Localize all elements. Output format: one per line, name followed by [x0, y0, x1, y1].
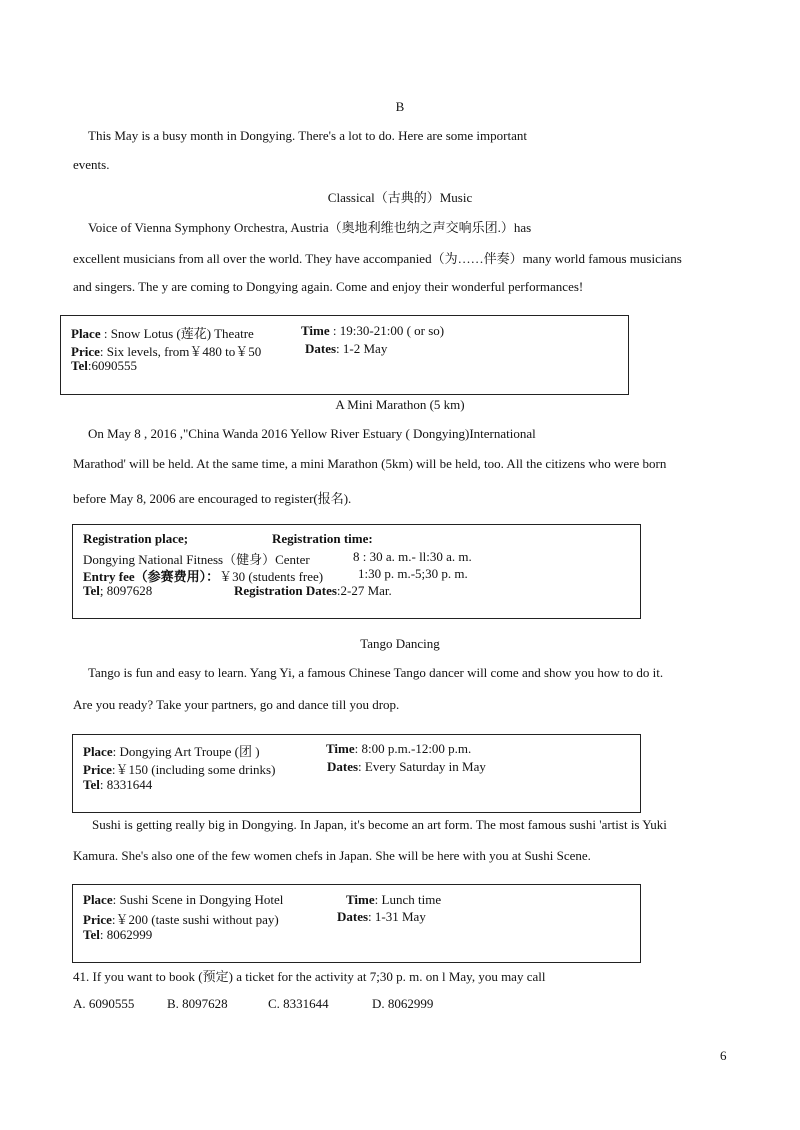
fee-label: Entry fee（参赛费用）：: [83, 569, 220, 584]
classical-para-line-1: Voice of Vienna Symphony Orchestra, Austria（奥地利维也纳之声交响乐团.）has: [88, 220, 532, 235]
sushi-para-line-1: Sushi is getting really big in Dongying. In Japan, it's become an art form. The most famous sushi 'artist is Yuki: [92, 817, 667, 832]
section-letter: B: [395, 99, 405, 114]
page-number: 6: [720, 1048, 727, 1063]
marathon-reg-time-label: Registration time:: [272, 531, 373, 546]
tango-time: [326, 741, 471, 757]
time-label: Time: [346, 892, 375, 907]
classical-dates: [305, 341, 387, 357]
tango-para-line-2: Are you ready? Take your partners, go and dance till you drop.: [73, 697, 400, 712]
classical-tel: [71, 358, 137, 374]
place-value: : Snow Lotus (莲花) Theatre: [100, 326, 254, 341]
dates-value: : Every Saturday in May: [358, 759, 486, 774]
classical-info-box: [60, 315, 629, 395]
reg-dates-label: Registration Dates: [234, 583, 337, 598]
fee-value: ￥30 (students free): [219, 569, 324, 584]
answer-option-a[interactable]: A. 6090555: [73, 996, 135, 1011]
marathon-reg-place-label: Registration place;: [83, 531, 189, 546]
sushi-place: [83, 892, 283, 908]
answer-option-d[interactable]: D. 8062999: [372, 996, 434, 1011]
tango-dates: [327, 759, 486, 775]
price-value: :￥200 (taste sushi without pay): [111, 912, 279, 927]
sushi-para-line-2: Kamura. She's also one of the few women chefs in Japan. She will be here with you at Sushi Scene.: [73, 848, 591, 863]
tango-place: [83, 741, 260, 760]
answer-option-b[interactable]: B. 8097628: [167, 996, 228, 1011]
price-label: Price: [71, 344, 100, 359]
price-label: Price: [83, 912, 112, 927]
sushi-dates: [337, 909, 426, 925]
sushi-tel: [83, 927, 152, 943]
tel-value: : 8062999: [99, 927, 153, 942]
dates-value: : 1-31 May: [368, 909, 426, 924]
classical-time: [301, 323, 444, 339]
marathon-reg-dates: [234, 583, 392, 599]
time-value: : 19:30-21:00 ( or so): [329, 323, 445, 338]
marathon-para-line-1: On May 8 , 2016 ,"China Wanda 2016 Yellow River Estuary ( Dongying)International: [88, 426, 536, 441]
marathon-info-box: [72, 524, 641, 619]
time-label: Time: [301, 323, 330, 338]
tel-label: Tel: [83, 927, 100, 942]
answer-option-c[interactable]: C. 8331644: [268, 996, 329, 1011]
tango-tel: [83, 777, 152, 793]
time-label: Time: [326, 741, 355, 756]
tel-value: ; 8097628: [99, 583, 153, 598]
dates-label: Dates: [337, 909, 369, 924]
dates-label: Dates: [305, 341, 337, 356]
tango-para-line-1: Tango is fun and easy to learn. Yang Yi, a famous Chinese Tango dancer will come and show you how to do it.: [88, 665, 664, 680]
classical-para-line-2: excellent musicians from all over the world. They have accompanied（为……伴奏）many world famous musicians: [73, 251, 682, 266]
tel-label: Tel: [71, 358, 88, 373]
price-value: : Six levels, from￥480 to￥50: [99, 344, 262, 359]
tango-heading: Tango Dancing: [360, 636, 440, 651]
marathon-para-line-3: before May 8, 2006 are encouraged to register(报名).: [73, 491, 352, 506]
dates-value: : 1-2 May: [336, 341, 388, 356]
place-value: : Dongying Art Troupe (团 ): [112, 744, 260, 759]
tel-label: Tel: [83, 583, 100, 598]
tango-info-box: [72, 734, 641, 813]
sushi-time: [346, 892, 441, 908]
classical-place: [71, 323, 254, 342]
tel-value: :6090555: [87, 358, 137, 373]
time-value: : 8:00 p.m.-12:00 p.m.: [354, 741, 472, 756]
tel-label: Tel: [83, 777, 100, 792]
sushi-info-box: [72, 884, 641, 963]
marathon-time-2: 1:30 p. m.-5;30 p. m.: [358, 566, 468, 581]
marathon-para-line-2: Marathod' will be held. At the same time, a mini Marathon (5km) will be held, too. All the citizens who were born: [73, 456, 667, 471]
marathon-tel: [83, 583, 152, 599]
intro-line-1: This May is a busy month in Dongying. There's a lot to do. Here are some important: [88, 128, 527, 143]
place-label: Place: [83, 744, 113, 759]
place-label: Place: [83, 892, 113, 907]
intro-line-2: events.: [73, 157, 110, 172]
price-value: :￥150 (including some drinks): [111, 762, 276, 777]
marathon-heading: A Mini Marathon (5 km): [335, 397, 465, 412]
price-label: Price: [83, 762, 112, 777]
reg-dates-value: :2-27 Mar.: [336, 583, 392, 598]
classical-heading: Classical（古典的）Music: [327, 190, 473, 205]
tango-price: [83, 759, 275, 778]
classical-para-line-3: and singers. The y are coming to Dongying again. Come and enjoy their wonderful performances!: [73, 279, 584, 294]
place-value: : Sushi Scene in Dongying Hotel: [112, 892, 284, 907]
marathon-time-1: 8 : 30 a. m.- ll:30 a. m.: [353, 549, 472, 564]
sushi-price: [83, 909, 279, 928]
time-value: : Lunch time: [374, 892, 442, 907]
dates-label: Dates: [327, 759, 359, 774]
place-label: Place: [71, 326, 101, 341]
tel-value: : 8331644: [99, 777, 153, 792]
question-text: 41. If you want to book (预定) a ticket for the activity at 7;30 p. m. on l May, you may call: [73, 969, 546, 984]
marathon-center: Dongying National Fitness（健身）Center: [83, 552, 310, 567]
